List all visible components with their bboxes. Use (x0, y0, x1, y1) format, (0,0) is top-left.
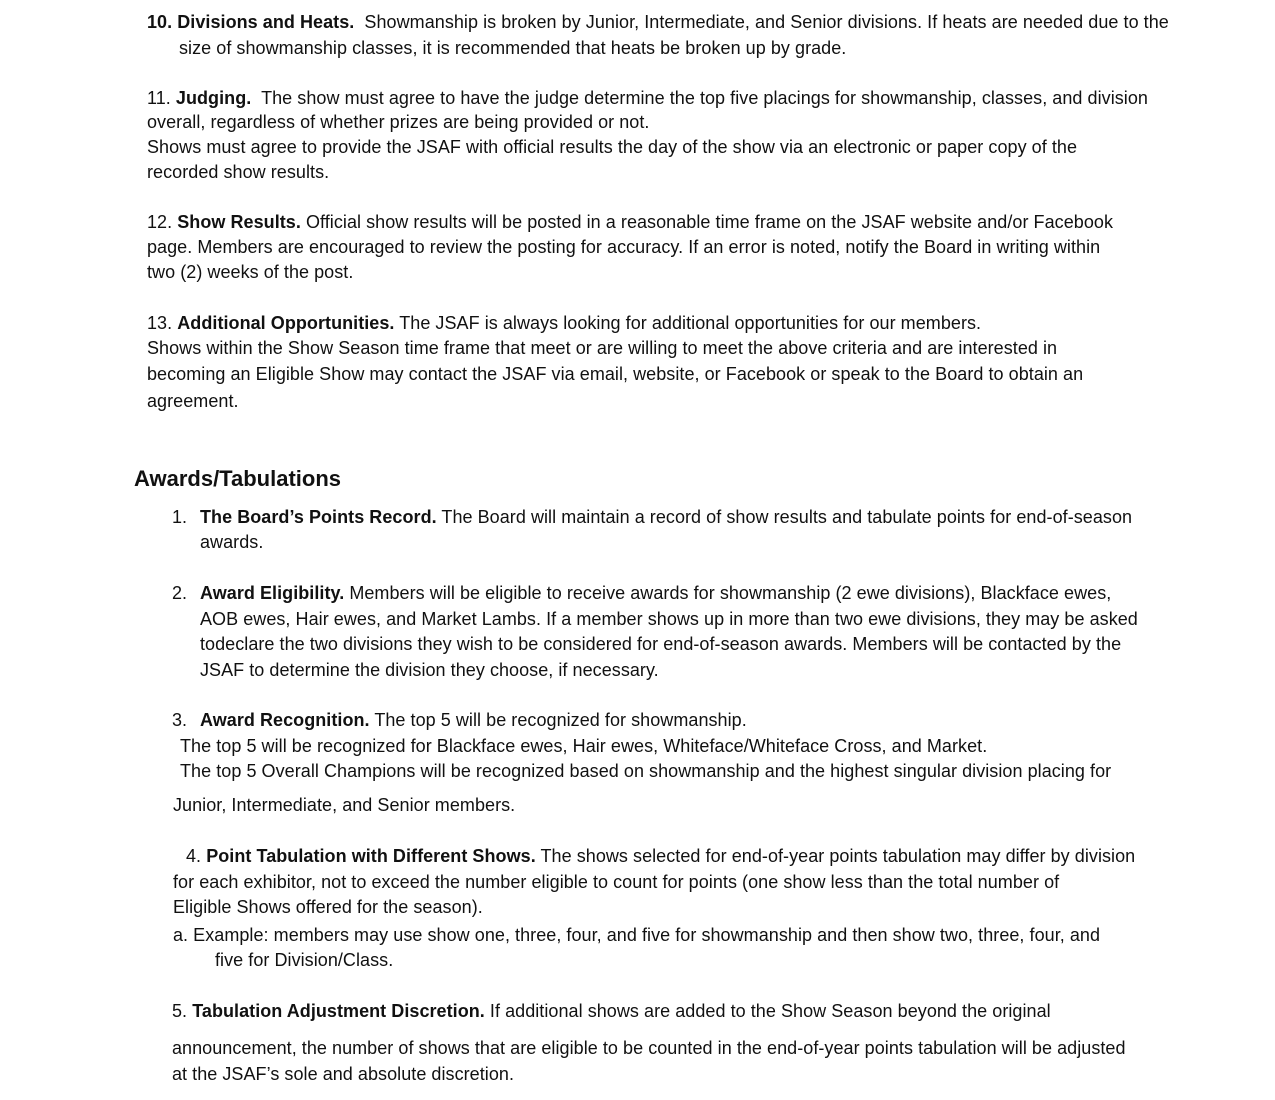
rule-text: Official show results will be posted in a reasonable time frame on the JSAF website and/or Facebook (305, 212, 1114, 232)
rule-title: Additional Opportunities. (177, 313, 395, 333)
award-4-line-1 (186, 845, 1135, 867)
award-3-line-2: The top 5 will be recognized for Blackface ewes, Hair ewes, Whiteface/Whiteface Cross, and Market. (180, 736, 988, 756)
award-text: The Board will maintain a record of show results and tabulate points for end-of-season (441, 507, 1133, 527)
rule-title: Divisions and Heats. (177, 12, 355, 32)
award-4-line-2: for each exhibitor, not to exceed the number eligible to count for points (one show less than the total number of (173, 872, 1060, 892)
award-3-line-1 (200, 709, 747, 731)
rule-13-line-3: becoming an Eligible Show may contact the JSAF via email, website, or Facebook or speak to the Board to obtain an (147, 364, 1084, 384)
rule-13-line-4: agreement. (147, 391, 239, 411)
award-title: Award Recognition. (200, 710, 370, 730)
award-1-line-2: awards. (200, 532, 264, 552)
award-2-line-4: JSAF to determine the division they choose, if necessary. (200, 660, 659, 680)
award-2-line-1 (200, 582, 1111, 604)
rule-10-line-1 (147, 11, 1169, 33)
award-text: The top 5 will be recognized for showmanship. (374, 710, 747, 730)
rule-12-line-2: page. Members are encouraged to review the posting for accuracy. If an error is noted, notify the Board in writing within (147, 237, 1101, 257)
award-1-number: 1. (172, 507, 188, 527)
award-5-line-2: announcement, the number of shows that are eligible to be counted in the end-of-year points tabulation will be adjusted (172, 1038, 1126, 1058)
rule-number: 10. (147, 12, 173, 32)
rule-11-line-4: recorded show results. (147, 162, 330, 182)
award-3-line-3: The top 5 Overall Champions will be recognized based on showmanship and the highest singular division placing for (180, 761, 1112, 781)
award-number: 4. (186, 846, 202, 866)
rule-11-line-3: Shows must agree to provide the JSAF with official results the day of the show via an electronic or paper copy of the (147, 137, 1078, 157)
award-3-number: 3. (172, 710, 188, 730)
rule-12-line-3: two (2) weeks of the post. (147, 262, 354, 282)
award-5-line-1 (172, 1000, 1051, 1022)
rule-13-line-2: Shows within the Show Season time frame that meet or are willing to meet the above criteria and are interested in (147, 338, 1058, 358)
rule-title: Judging. (175, 88, 252, 108)
award-text: The shows selected for end-of-year points tabulation may differ by division (540, 846, 1136, 866)
rule-12-line-1 (147, 211, 1113, 233)
rule-number: 12. (147, 212, 173, 232)
award-4-sub-line-1: a. Example: members may use show one, three, four, and five for showmanship and then show two, three, four, and (173, 925, 1101, 945)
award-title: Award Eligibility. (200, 583, 345, 603)
award-5-line-3: at the JSAF’s sole and absolute discretion. (172, 1064, 515, 1084)
award-2-line-3: todeclare the two divisions they wish to be considered for end-of-season awards. Members will be contacted by the (200, 634, 1122, 654)
award-title: Tabulation Adjustment Discretion. (192, 1001, 485, 1021)
rule-text: The JSAF is always looking for additional opportunities for our members. (399, 313, 982, 333)
award-4-line-3: Eligible Shows offered for the season). (173, 897, 483, 917)
rule-number: 13. (147, 313, 173, 333)
award-2-line-2: AOB ewes, Hair ewes, and Market Lambs. If a member shows up in more than two ewe divisions, they may be asked (200, 609, 1138, 629)
award-2-number: 2. (172, 583, 188, 603)
rule-text: The show must agree to have the judge determine the top five placings for showmanship, classes, and division (261, 88, 1148, 108)
section-heading: Awards/Tabulations (134, 466, 342, 491)
award-4-sub-line-2: five for Division/Class. (215, 950, 394, 970)
rule-10-line-2: size of showmanship classes, it is recommended that heats be broken up by grade. (179, 38, 847, 58)
award-title: The Board’s Points Record. (200, 507, 437, 527)
rule-11-line-1 (147, 87, 1148, 109)
award-text: Members will be eligible to receive awards for showmanship (2 ewe divisions), Blackface ewes, (349, 583, 1112, 603)
award-1-line-1 (200, 506, 1132, 528)
award-text: If additional shows are added to the Show Season beyond the original (489, 1001, 1051, 1021)
rule-number: 11. (147, 88, 171, 108)
award-number: 5. (172, 1001, 188, 1021)
rule-13-line-1 (147, 312, 981, 334)
award-title: Point Tabulation with Different Shows. (206, 846, 536, 866)
rule-11-line-2: overall, regardless of whether prizes are being provided or not. (147, 112, 650, 132)
rule-title: Show Results. (177, 212, 301, 232)
award-3-line-4: Junior, Intermediate, and Senior members. (173, 795, 516, 815)
rule-text: Showmanship is broken by Junior, Intermediate, and Senior divisions. If heats are needed due to the (364, 12, 1169, 32)
